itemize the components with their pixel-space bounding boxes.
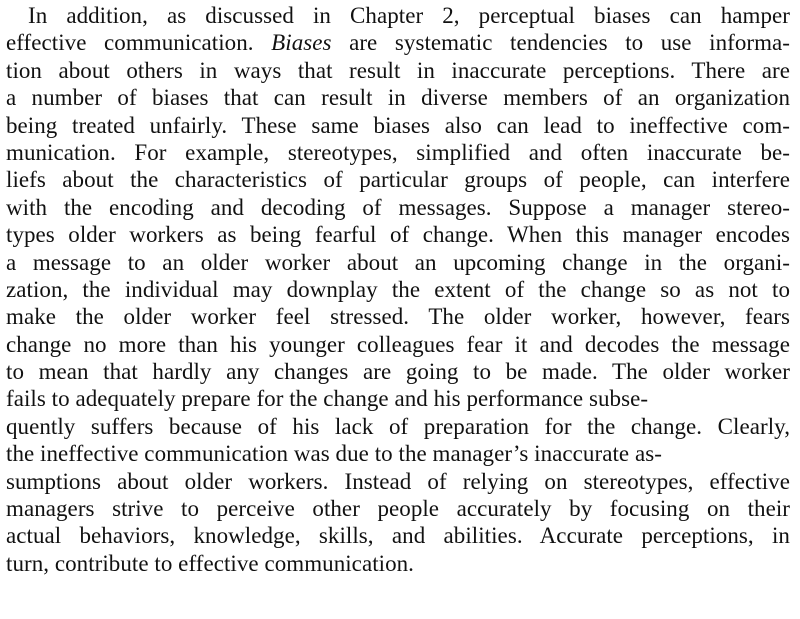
body-paragraph bbox=[6, 2, 800, 577]
paragraph-line: turn, contribute to effective communication. bbox=[6, 550, 414, 576]
paragraph-line: actual behaviors, knowledge, skills, and abilities. Accurate perceptions, in bbox=[6, 523, 790, 549]
paragraph-line: munication. For example, stereotypes, simplified and often inaccurate be- bbox=[6, 139, 790, 165]
paragraph-line: with the encoding and decoding of messages. Suppose a manager stereo- bbox=[6, 194, 790, 220]
paragraph-text-segment: are systematic tendencies to use informa- bbox=[331, 30, 791, 56]
paragraph-line: a message to an older worker about an upcoming change in the organi- bbox=[6, 249, 790, 275]
paragraph-line: sumptions about older workers. Instead of relying on stereotypes, effective bbox=[6, 468, 790, 494]
paragraph-line: a number of biases that can result in diverse members of an organization bbox=[6, 85, 790, 111]
paragraph-line: types older workers as being fearful of change. When this manager encodes bbox=[6, 222, 790, 248]
paragraph-line: liefs about the characteristics of particular groups of people, can interfere bbox=[6, 167, 790, 193]
paragraph-line: managers strive to perceive other people accurately by focusing on their bbox=[6, 496, 790, 522]
paragraph-line bbox=[6, 29, 800, 56]
paragraph-line: tion about others in ways that result in inaccurate perceptions. There are bbox=[6, 57, 790, 83]
paragraph-text-segment: effective communication. bbox=[6, 30, 272, 56]
paragraph-line: being treated unfairly. These same biases also can lead to ineffective com- bbox=[6, 112, 790, 138]
emphasized-term: Biases bbox=[271, 30, 332, 56]
paragraph-line: to mean that hardly any changes are going to be made. The older worker bbox=[6, 359, 790, 385]
paragraph-line: change no more than his younger colleagues fear it and decodes the message bbox=[6, 331, 790, 357]
paragraph-line: make the older worker feel stressed. The older worker, however, fears bbox=[6, 304, 790, 330]
paragraph-line: zation, the individual may downplay the extent of the change so as not to bbox=[6, 276, 790, 302]
paragraph-line: the ineffective communication was due to the manager’s inaccurate as- bbox=[6, 441, 662, 467]
paragraph-line: quently suffers because of his lack of preparation for the change. Clearly, bbox=[6, 413, 790, 439]
paragraph-line: fails to adequately prepare for the change and his performance subse- bbox=[6, 386, 649, 412]
paragraph-line: In addition, as discussed in Chapter 2, perceptual biases can hamper bbox=[28, 3, 790, 28]
